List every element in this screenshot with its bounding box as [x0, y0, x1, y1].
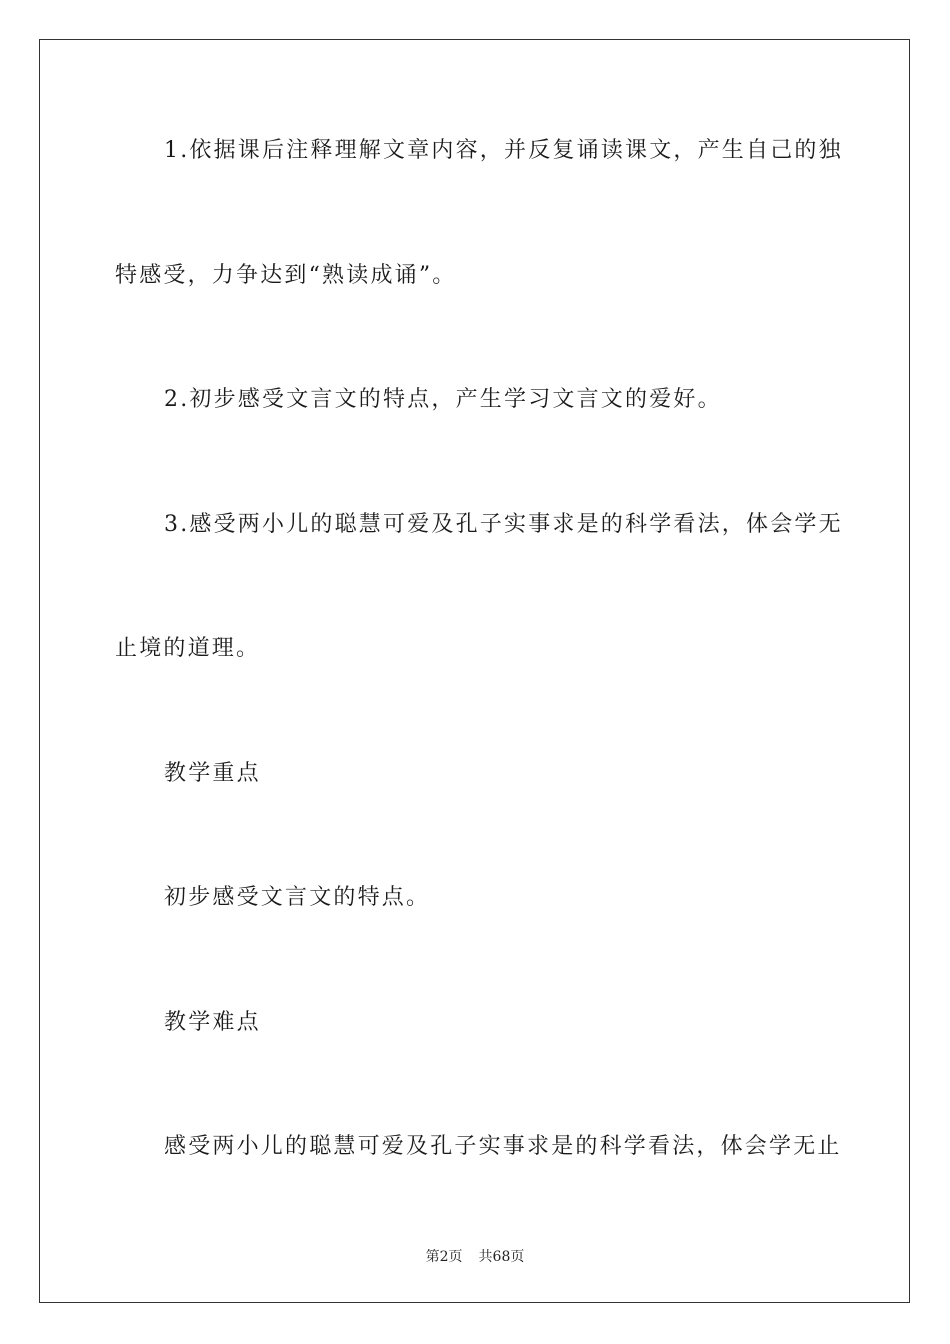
- difficulties-heading: 教学难点: [164, 1010, 261, 1035]
- difficulties-text: 感受两小儿的聪慧可爱及孔子实事求是的科学看法，体会学无止: [164, 1134, 842, 1159]
- page-number: 第2页: [425, 1249, 463, 1265]
- objective-2: 2.初步感受文言文的特点，产生学习文言文的爱好。: [164, 387, 722, 412]
- page-footer: [0, 1248, 950, 1266]
- objective-1-line-2: 特感受，力争达到“熟读成诵”。: [115, 263, 457, 288]
- objective-3-line-2: 止境的道理。: [115, 636, 261, 661]
- key-points-heading: 教学重点: [164, 761, 261, 786]
- key-points-text: 初步感受文言文的特点。: [164, 885, 431, 910]
- objective-1-line-1: 1.依据课后注释理解文章内容，并反复诵读课文，产生自己的独: [164, 138, 843, 163]
- objective-3-line-1: 3.感受两小儿的聪慧可爱及孔子实事求是的科学看法，体会学无: [164, 512, 843, 537]
- page-border: [39, 39, 910, 1303]
- total-pages: 共68页: [478, 1249, 525, 1265]
